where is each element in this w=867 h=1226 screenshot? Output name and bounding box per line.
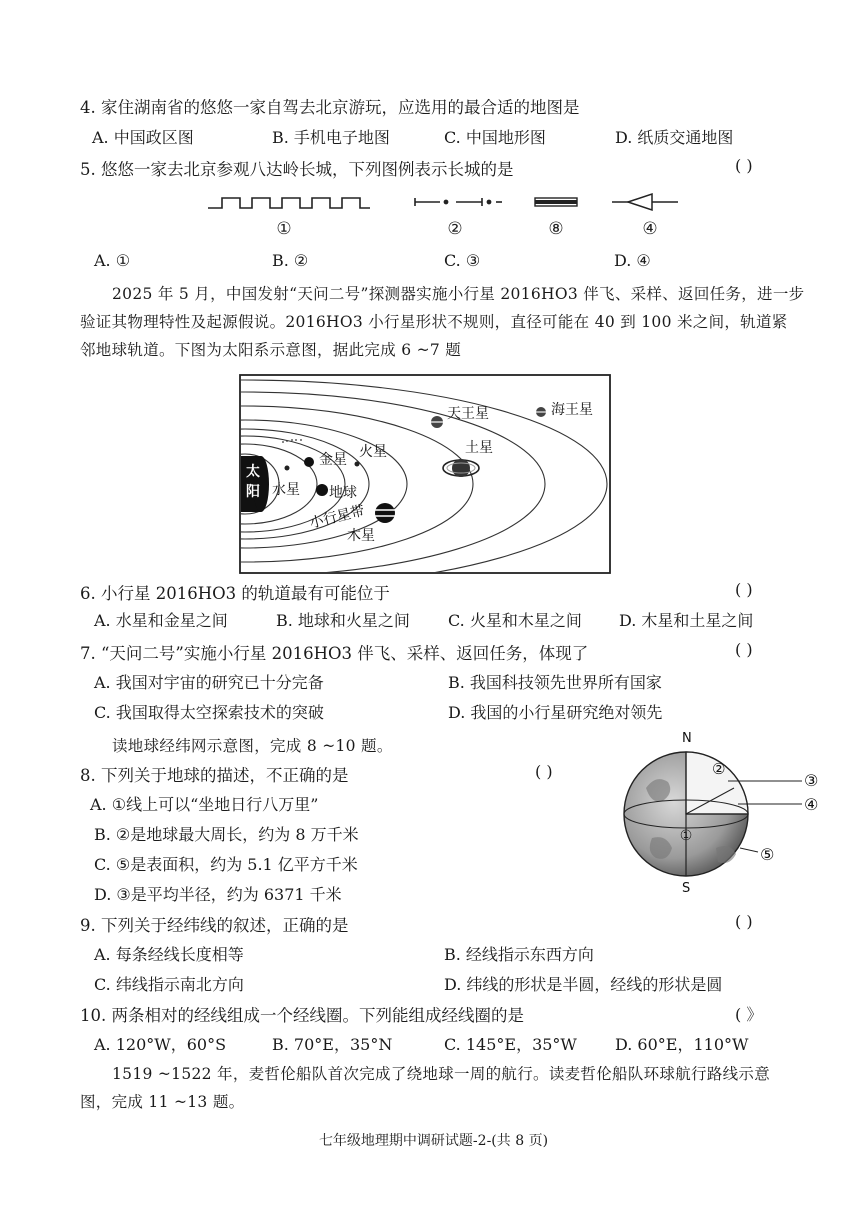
- earth: [316, 484, 328, 496]
- mercury-label: 水星: [272, 482, 300, 498]
- page-footer: 七年级地理期中调研试题-2-(共 8 页): [318, 1133, 549, 1149]
- q10-answer-paren[interactable]: ( 》: [735, 1005, 763, 1024]
- q7-option-b[interactable]: B. 我国科技领先世界所有国家: [448, 673, 662, 692]
- q8-option-c[interactable]: C. ⑤是表面积，约为 5.1 亿平方千米: [94, 855, 358, 874]
- q5-option-c[interactable]: C. ③: [444, 251, 481, 270]
- q5-option-b[interactable]: B. ②: [272, 251, 309, 270]
- q4-stem: 4. 家住湖南省的悠悠一家自驾去北京游玩，应选用的最合适的地图是: [80, 98, 580, 117]
- passage1-line3: 邻地球轨道。下图为太阳系示意图，据此完成 6 ~7 题: [80, 341, 462, 359]
- legend-label-1: ①: [276, 219, 292, 239]
- intro-8-10: 读地球经纬网示意图，完成 8 ~10 题。: [112, 737, 393, 755]
- sun-label-1: 太: [246, 464, 260, 480]
- q7-option-d[interactable]: D. 我国的小行星研究绝对领先: [448, 703, 663, 722]
- q7-option-c[interactable]: C. 我国取得太空探索技术的突破: [94, 703, 324, 722]
- q8-option-a[interactable]: A. ①线上可以“坐地日行八万里”: [90, 795, 319, 814]
- q7-stem: 7. “天问二号”实施小行星 2016HO3 伴飞、采样、返回任务，体现了: [80, 644, 589, 663]
- q10-option-b[interactable]: B. 70°E，35°N: [272, 1035, 393, 1054]
- globe-diagram: [616, 728, 828, 894]
- q9-option-b[interactable]: B. 经线指示东西方向: [444, 945, 594, 964]
- q10-option-a[interactable]: A. 120°W，60°S: [94, 1035, 227, 1054]
- q10-stem: 10. 两条相对的经线组成一个经线圈。下列能组成经线圈的是: [80, 1006, 524, 1025]
- jupiter: [375, 503, 395, 523]
- earth-label: 地球: [329, 485, 357, 501]
- passage2-line1: 1519 ~1522 年，麦哲伦船队首次完成了绕地球一周的航行。读麦哲伦船队环球航行路线示意: [112, 1065, 771, 1083]
- legend-symbol-2: [415, 198, 502, 206]
- q9-stem: 9. 下列关于经纬线的叙述，正确的是: [80, 916, 349, 935]
- legend-symbol-3: [535, 198, 577, 206]
- mars-label: 火星: [359, 444, 387, 460]
- q6-option-c[interactable]: C. 火星和木星之间: [448, 611, 582, 630]
- q6-option-d[interactable]: D. 木星和土星之间: [619, 611, 754, 630]
- mars: [355, 462, 360, 467]
- q6-option-b[interactable]: B. 地球和火星之间: [276, 611, 410, 630]
- q6-answer-paren[interactable]: ( ): [735, 580, 753, 599]
- neptune-label: 海王星: [551, 402, 593, 418]
- neptune: [536, 407, 546, 417]
- legend-symbol-1: [208, 198, 370, 208]
- q4-option-c[interactable]: C. 中国地形图: [444, 128, 546, 147]
- q4-option-b[interactable]: B. 手机电子地图: [272, 128, 390, 147]
- legend-label-4: ④: [642, 219, 658, 239]
- q6-stem: 6. 小行星 2016HO3 的轨道最有可能位于: [80, 584, 390, 603]
- globe-label-1: ①: [679, 828, 693, 844]
- jupiter-label: 木星: [347, 528, 375, 544]
- q9-option-c[interactable]: C. 纬线指示南北方向: [94, 975, 244, 994]
- globe-label-2: ②: [712, 760, 726, 778]
- saturn-label: 土星: [465, 440, 493, 456]
- venus: [304, 457, 314, 467]
- legend-symbol-4: [612, 194, 678, 210]
- globe-south: S: [682, 881, 691, 894]
- q8-option-d[interactable]: D. ③是平均半径，约为 6371 千米: [94, 885, 342, 904]
- q8-answer-paren[interactable]: ( ): [535, 762, 553, 781]
- passage2-line2: 图，完成 11 ~13 题。: [80, 1093, 245, 1111]
- mercury: [285, 466, 290, 471]
- solar-system-diagram: [239, 374, 611, 574]
- q10-option-c[interactable]: C. 145°E，35°W: [444, 1035, 577, 1054]
- q6-option-a[interactable]: A. 水星和金星之间: [94, 611, 228, 630]
- q4-option-d[interactable]: D. 纸质交通地图: [615, 128, 734, 147]
- legend-label-3: ⑧: [548, 219, 564, 239]
- uranus: [431, 416, 443, 428]
- map-legend-symbols: [200, 188, 680, 244]
- q5-option-d[interactable]: D. ④: [614, 251, 651, 270]
- passage1-line1: 2025 年 5 月，中国发射“天问二号”探测器实施小行星 2016HO3 伴飞、采样、返回任务，进一步: [112, 285, 805, 303]
- q7-answer-paren[interactable]: ( ): [735, 640, 753, 659]
- q9-option-a[interactable]: A. 每条经线长度相等: [94, 945, 244, 964]
- globe-north: N: [682, 731, 692, 746]
- uranus-label: 天王星: [447, 406, 489, 422]
- q5-option-a[interactable]: A. ①: [94, 251, 131, 270]
- q9-option-d[interactable]: D. 纬线的形状是半圆，经线的形状是圆: [444, 975, 723, 994]
- passage1-line2: 验证其物理特性及起源假说。2016HO3 小行星形状不规则，直径可能在 40 到 100 米之间，轨道紧: [80, 313, 788, 331]
- q5-answer-paren[interactable]: ( ): [735, 156, 753, 175]
- q10-option-d[interactable]: D. 60°E，110°W: [615, 1035, 749, 1054]
- legend-label-2: ②: [447, 219, 463, 239]
- q9-answer-paren[interactable]: ( ): [735, 912, 753, 931]
- q7-option-a[interactable]: A. 我国对宇宙的研究已十分完备: [94, 673, 324, 692]
- globe-label-3: ③: [804, 771, 819, 790]
- globe-label-4: ④: [804, 795, 819, 814]
- venus-label: 金星: [319, 452, 347, 468]
- asteroid-belt-label: 小行星带: [308, 502, 367, 532]
- q4-option-a[interactable]: A. 中国政区图: [92, 128, 194, 147]
- q8-option-b[interactable]: B. ②是地球最大周长，约为 8 万千米: [94, 825, 359, 844]
- q5-stem: 5. 悠悠一家去北京参观八达岭长城，下列图例表示长城的是: [80, 160, 514, 179]
- q8-stem: 8. 下列关于地球的描述，不正确的是: [80, 766, 349, 785]
- globe-label-5: ⑤: [760, 845, 775, 864]
- sun-label-2: 阳: [246, 484, 260, 500]
